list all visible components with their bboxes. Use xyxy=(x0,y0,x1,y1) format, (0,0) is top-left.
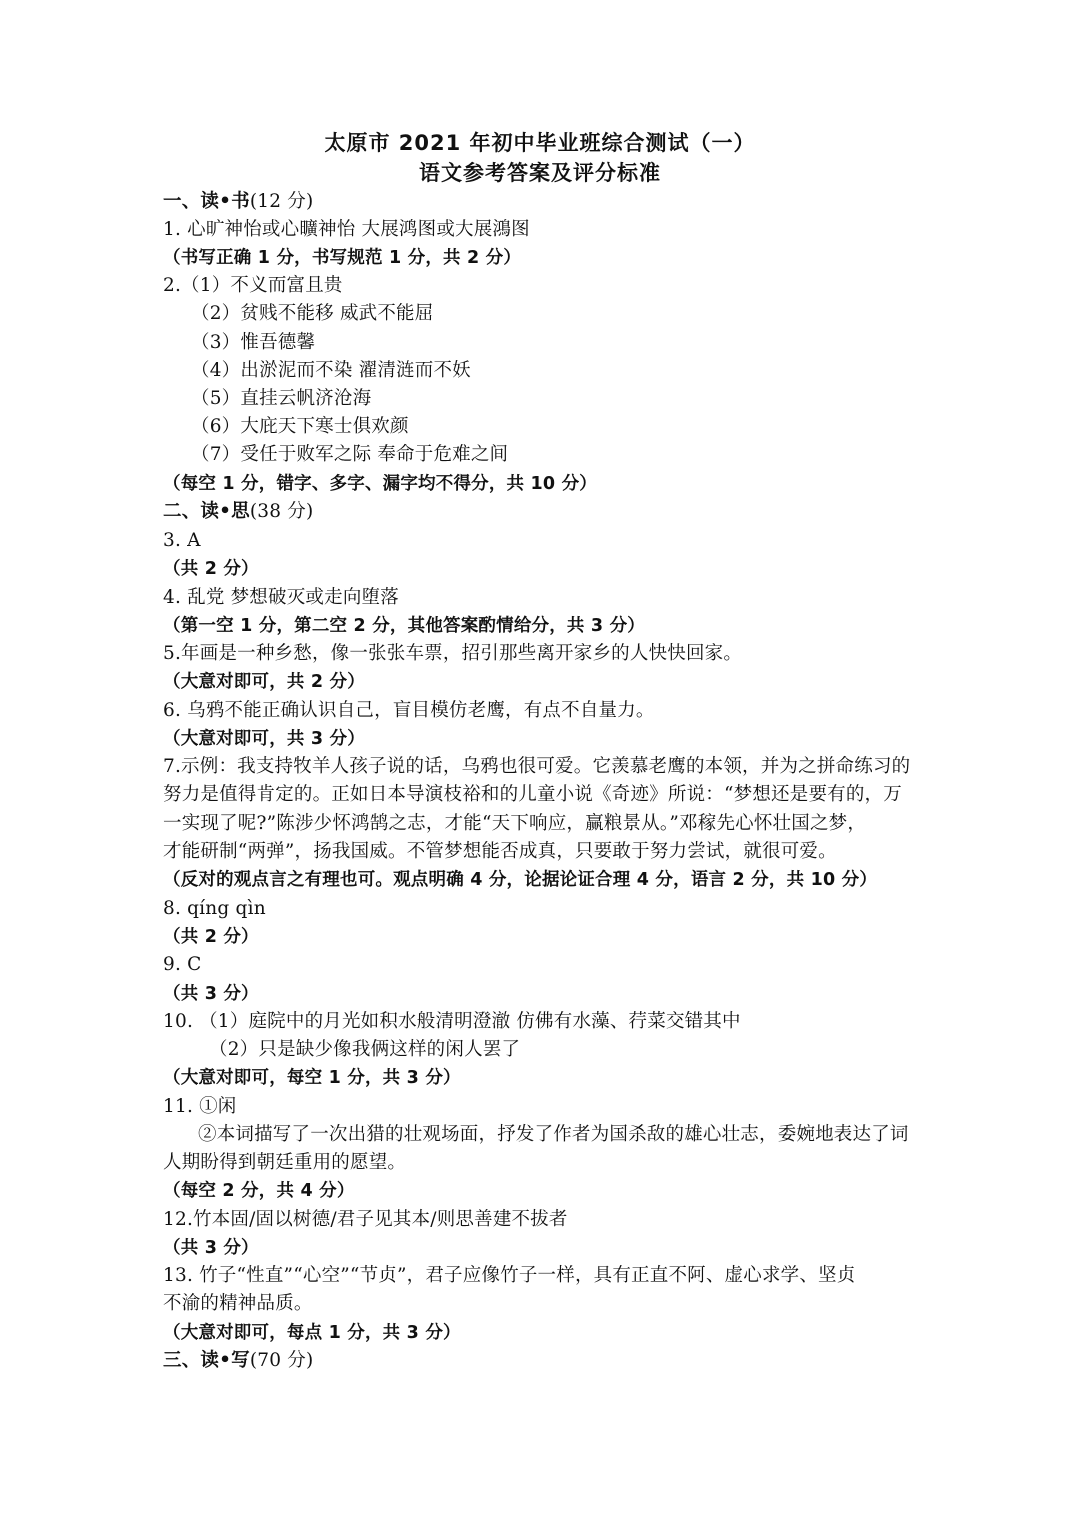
scoring-q1: （书写正确 1 分，书写规范 1 分，共 2 分） xyxy=(163,248,522,268)
answer-q13-1: 13. 竹子“性直”“心空”“节贞”，君子应像竹子一样，具有正直不阿、虚心求学、坚贞 xyxy=(163,1265,856,1286)
answer-q7-line-3: 一实现了呢?”陈涉少怀鸿鹄之志，才能“天下响应，赢粮景从。”邓稼先心怀壮国之梦， xyxy=(163,813,867,834)
answer-q3: 3. A xyxy=(163,530,201,551)
scoring-q5: （大意对即可，共 2 分） xyxy=(163,672,365,692)
scoring-q2: （每空 1 分，错字、多字、漏字均不得分，共 10 分） xyxy=(163,474,597,494)
answer-q5: 5.年画是一种乡愁，像一张张车票，招引那些离开家乡的人快快回家。 xyxy=(163,643,743,664)
section-3-points: (70 分) xyxy=(249,1350,314,1371)
answer-q2-1: 2.（1）不义而富且贵 xyxy=(163,275,343,296)
answer-q7-line-4: 才能研制“两弹”，扬我国威。不管梦想能否成真，只要敢于努力尝试，就很可爱。 xyxy=(163,841,837,862)
section-heading-3 xyxy=(163,1348,313,1374)
scoring-q13: （大意对即可，每点 1 分，共 3 分） xyxy=(163,1323,461,1343)
answer-q2-6: （6）大庇天下寒士俱欢颜 xyxy=(191,416,409,437)
answer-q7-line-1: 7.示例：我支持牧羊人孩子说的话，乌鸦也很可爱。它羡慕老鹰的本领，并为之拼命练习的 xyxy=(163,756,911,777)
answer-q11-3: 人期盼得到朝廷重用的愿望。 xyxy=(163,1152,407,1173)
answer-q2-5: （5）直挂云帆济沧海 xyxy=(191,388,372,409)
section-2-points: (38 分) xyxy=(249,501,314,522)
scoring-q7: （反对的观点言之有理也可。观点明确 4 分，论据论证合理 4 分，语言 2 分，共 10 分） xyxy=(163,870,878,890)
scoring-q12: （共 3 分） xyxy=(163,1238,259,1258)
answer-q11-2: ②本词描写了一次出猎的壮观场面，抒发了作者为国杀敌的雄心壮志，委婉地表达了词 xyxy=(198,1124,909,1145)
scoring-q3: （共 2 分） xyxy=(163,559,259,579)
scoring-q8: （共 2 分） xyxy=(163,927,259,947)
answer-q9: 9. C xyxy=(163,954,202,975)
scoring-q11: （每空 2 分，共 4 分） xyxy=(163,1181,355,1201)
section-heading-1 xyxy=(163,189,313,215)
scoring-q4: （第一空 1 分，第二空 2 分，其他答案酌情给分，共 3 分） xyxy=(163,616,645,636)
answer-q2-7: （7）受任于败军之际 奉命于危难之间 xyxy=(191,444,509,465)
section-1-points: (12 分) xyxy=(249,191,314,212)
scoring-q10: （大意对即可，每空 1 分，共 3 分） xyxy=(163,1068,461,1088)
document-subtitle: 语文参考答案及评分标准 xyxy=(419,161,661,185)
answer-q1: 1. 心旷神怡或心曠神怡 大展鸿图或大展鴻图 xyxy=(163,219,530,240)
answer-q2-4: （4）出淤泥而不染 濯清涟而不妖 xyxy=(191,360,471,381)
answer-q7-line-2: 努力是值得肯定的。正如日本导演枝裕和的儿童小说《奇迹》所说：“梦想还是要有的，万 xyxy=(163,784,902,805)
answer-q10-1: 10. （1）庭院中的月光如积水般清明澄澈 仿佛有水藻、荇菜交错其中 xyxy=(163,1011,741,1032)
answer-q2-2: （2）贫贱不能移 威武不能屈 xyxy=(191,303,434,324)
scoring-q9: （共 3 分） xyxy=(163,984,259,1004)
answer-q2-3: （3）惟吾德馨 xyxy=(191,332,316,353)
answer-q6: 6. 乌鸦不能正确认识自己，盲目模仿老鹰，有点不自量力。 xyxy=(163,700,655,721)
section-3-name: 三、读•写 xyxy=(163,1350,250,1371)
answer-q10-2: （2）只是缺少像我俩这样的闲人罢了 xyxy=(209,1039,521,1060)
section-1-name: 一、读•书 xyxy=(163,191,250,212)
answer-q11-1: 11. ①闲 xyxy=(163,1096,237,1117)
answer-q12: 12.竹本固/固以树德/君子见其本/则思善建不拔者 xyxy=(163,1209,568,1230)
answer-q13-2: 不渝的精神品质。 xyxy=(163,1293,313,1314)
document-title: 太原市 2021 年初中毕业班综合测试（一） xyxy=(324,131,756,155)
scoring-q6: （大意对即可，共 3 分） xyxy=(163,729,365,749)
section-2-name: 二、读•思 xyxy=(163,501,250,522)
answer-q4: 4. 乱党 梦想破灭或走向堕落 xyxy=(163,587,399,608)
answer-q8: 8. qíng qìn xyxy=(163,898,266,919)
section-heading-2 xyxy=(163,499,313,525)
